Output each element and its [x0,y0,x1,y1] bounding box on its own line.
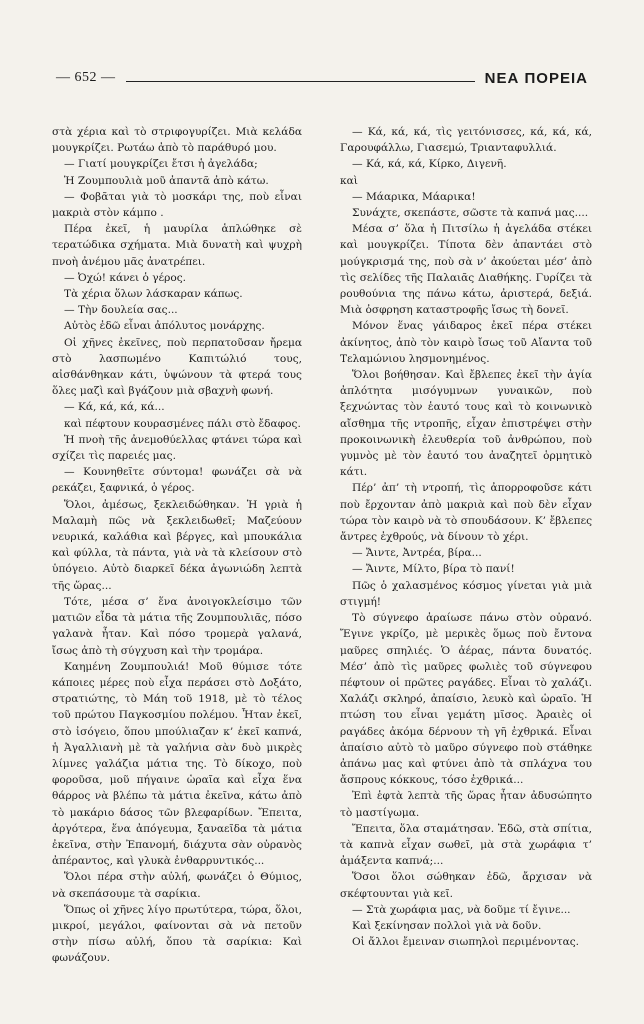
paragraph: — Κά, κά, κά, κά... [64,401,165,414]
paragraph: Ἡ Ζουμπουλιὰ μοῦ ἀπαντᾶ ἀπὸ κάτω. [64,174,269,187]
page-number: — 652 — [56,70,116,85]
paragraph: Τὰ χέρια ὅλων λάσκαραν κάπως. [64,288,243,301]
left-column [52,124,302,967]
paragraph: Ὅλοι πέρα στὴν αὐλή, φωνάζει ὁ Θύμιος, νὰ σκεπάσουμε τὰ σαρίκια. [52,871,302,900]
paragraph: — Κά, κά, κά, Κίρκο, Διγενῆ. [352,158,507,171]
paragraph: καὶ [340,174,358,187]
paragraph: Μέσα σ’ ὅλα ἡ Πιτσίλω ἡ ἀγελάδα στέκει καὶ μουγκρίζει. Τίποτα δὲν ἀπαντάει στὸ μούγκρισμά της, ποὺ σὰ ν’ ἀκούεται μέσ’ ἀπὸ τὶς σελίδες τῆς Παλαιᾶς Διαθήκης. Γυρίζει τὰ ρουθούνια της πάνω κάτω, ἀριστερά, δεξιά. Μιὰ ὀσφρηση καταστροφῆς ἴσως τὴ δονεῖ. [340,223,592,317]
paragraph: — Τὴν δουλεία σας... [64,304,178,317]
paragraph: Οἱ ἄλλοι ἔμειναν σιωπηλοὶ περιμένοντας. [352,936,580,949]
paragraph: στὰ χέρια καὶ τὸ στριφογυρίζει. Μιὰ κελάδα μουγκρίζει. Ρωτάω ἀπὸ τὸ παράθυρό μου. [52,126,302,155]
paragraph: Ἐπὶ ἑφτὰ λεπτὰ τῆς ὥρας ἦταν ἀδυσώπητο τὸ μαστίγωμα. [340,790,592,819]
paragraph: — Κά, κά, κά, τὶς γειτόνισσες, κά, κά, κά, Γαρουφάλλω, Γιασεμώ, Τριανταφυλλιά. [340,126,592,155]
paragraph: — Στὰ χωράφια μας, νὰ δοῦμε τί ἔγινε... [352,903,571,916]
paragraph: Τότε, μέσα σ’ ἕνα ἀνοιγοκλείσιμο τῶν ματιῶν εἶδα τὰ μάτια τῆς Ζουμπουλιᾶς, πόσο γαλανὰ ἦταν. Καὶ πόσο τρομερὰ γαλανά, ἴσως ἀπὸ τὴ σύγχυση καὶ τὴν τρομάρα. [52,595,302,657]
paragraph: Ὅλοι βοήθησαν. Καὶ ἔβλεπες ἐκεῖ τὴν ἁγία ἀπλότητα μισόγυμνων γυναικῶν, ποὺ ξεχνώντας τὸν ἑαυτό τους καὶ τὸ κοινωνικὸ αἴσθημα τῆς ντροπῆς, εἶχαν ἐπιστρέψει στὴν προκοινωνικὴ ἐλευθερία τοῦ ἀνθρώπου, ποὺ γυμνὸς μὲ τὸν ἑαυτό του ἀναζητεῖ ὁρμητικὸ κάτι. [340,369,592,479]
paragraph: — Ἄιντε, Μίλτο, βίρα τὸ πανί! [352,563,515,576]
header-rule [126,81,475,82]
paragraph: Αὐτὸς ἐδῶ εἶναι ἀπόλυτος μονάρχης. [64,320,265,333]
paragraph: Πέρ’ ἀπ’ τὴ ντροπή, τὶς ἀπορροφοῦσε κάτι ποὺ ἔρχονταν ἀπὸ μακριὰ καὶ ποὺ δὲν εἶχαν τώρα τὸν καιρὸ νὰ τὸ σπουδάσουν. Κ’ ἔβλεπες ἄντρες ἐχθρούς, νὰ δίνουν τὸ χέρι. [340,482,592,544]
page-header [56,66,588,90]
paragraph: Ὅπως οἱ χῆνες λίγο πρωτύτερα, τώρα, ὅλοι, μικροί, μεγάλοι, φαίνονται σὰ νὰ πετοῦν στὴν πίσω αὐλή, ὅπου τὰ σαρίκια: Καὶ φωνάζουν. [52,903,302,965]
paragraph: καὶ πέφτουν κουρασμένες πάλι στὸ ἔδαφος. [64,417,301,430]
paragraph: Καὶ ξεκίνησαν πολλοὶ γιὰ νὰ δοῦν. [352,919,542,932]
paragraph: Συνάχτε, σκεπάστε, σῶστε τὰ καπνά μας.... [352,207,589,220]
paragraph: Μόνον ἕνας γάιδαρος ἐκεῖ πέρα στέκει ἀκίνητος, ἀπὸ τὸν καιρὸ ἴσως τοῦ Αἴαντα τοῦ Τελαμώνιου λησμονημένος. [340,320,592,365]
paragraph: Ἡ πνοὴ τῆς ἀνεμοθύελλας φτάνει τώρα καὶ σχίζει τὶς παρειές μας. [52,433,302,463]
paragraph: Ὅσοι ὅλοι σώθηκαν ἐδῶ, ἄρχισαν νὰ σκέφτουνται γιὰ κεῖ. [340,871,592,900]
paragraph: — Ὀχώ! κάνει ὁ γέρος. [64,271,187,284]
paragraph: — Ἄιντε, Ἀντρέα, βίρα... [352,547,482,560]
paragraph: Ἔπειτα, ὅλα σταμάτησαν. Ἐδῶ, στὰ σπίτια, τὰ καπνὰ εἶχαν σωθεῖ, μὰ στὰ χωράφια τ’ ἀμάξεντα καπνά;... [340,822,592,868]
right-column [340,124,592,950]
paragraph: — Κουνηθεῖτε σύντομα! φωνάζει σὰ νὰ ρεκάζει, ξαφνικά, ὁ γέρος. [52,466,302,495]
paragraph: — Γιατί μουγκρίζει ἔτσι ἡ ἀγελάδα; [64,158,258,171]
paragraph: Πέρα ἐκεῖ, ἡ μαυρίλα ἁπλώθηκε σὲ τερατώδικα σχήματα. Μιὰ δυνατὴ καὶ ψυχρὴ πνοὴ ἀνέμου μᾶς ἀνατρέπει. [52,223,302,268]
paragraph: Ὅλοι, ἀμέσως, ξεκλειδώθηκαν. Ἡ γριὰ ἡ Μαλαμὴ πῶς νὰ ξεκλειδωθεῖ; Μαζεύουν νευρικά, καλάθια καὶ βέργες, καὶ μπουκάλια καὶ φύλλα, τὰ πάντα, γιὰ νὰ τὰ κλείσουν στὸ ὑπόγειο. Αὐτὸ διαρκεῖ δέκα ἀγωνιώδη λεπτὰ τῆς ὥρας... [52,498,302,592]
paragraph: Τὸ σύγνεφο ἀραίωσε πάνω στὸν οὐρανό. Ἔγινε γκρίζο, μὲ μερικὲς ὅμως ποὺ ἔντονα μαῦρες σπηλιές. Ὁ ἀέρας, πάντα δυνατός. Μέσ’ ἀπὸ τὶς μαῦρες φωλιὲς τοῦ σύγνεφου πέφτουν οἱ πρῶτες ραγάδες. Εἶναι τὸ χαλάζι. Χαλάζι σκληρό, ἀπαίσιο, λευκὸ καὶ ὡραῖο. Ἡ πτώση του εἶναι γεμάτη μῖσος. Ἀραιὲς οἱ ραγάδες ἀκόμα δέρνουν τὴ γῆ ἐχθρικά. Εἶναι ἀπαίσιο αὐτὸ τὸ μαῦρο σύγνεφο ποὺ στάθηκε ἀπάνω μας καὶ φτύνει ἀπὸ τὰ σπλάχνα του ἄσπρους κόκκους, τόσο ἐχθρικά... [340,612,592,787]
journal-title: ΝΕΑ ΠΟΡΕΙΑ [484,69,588,87]
paragraph: Καημένη Ζουμπουλιά! Μοῦ θύμισε τότε κάποιες μέρες ποὺ εἶχα περάσει στὸ Δοξάτο, στρατιώτης, τὸ Μάη τοῦ 1918, μὲ τὸ τέλος τοῦ πρώτου Παγκοσμίου πολέμου. Ἦταν ἐκεῖ, στὸ ἰσόγειο, ὅπου μπούλιαζαν κ’ ἐκεῖ καπνά, ἡ Ἀγαλλιανὴ μὲ τὰ γαλήνια σὰν δυὸ μικρὲς λίμνες γαλάζια μάτια της. Τὸ δίκοχο, ποὺ φοροῦσα, μοῦ πήγαινε ὡραῖα καὶ εἶχα ἕνα θάρρος νὰ βλέπω τὰ μάτια ἐκεῖνα, κάτω ἀπὸ τὸ μακάριο δάσος τῶν βλεφαρίδων. Ἔπειτα, ἀργότερα, ἕνα ἀπόγευμα, ξαναεῖδα τὰ μάτια ἐκεῖνα, στὴν Ἐπανομή, διάχυτα σὰν οὐρανὸς ἀπέραντος, καὶ γλυκὰ ἐνθαρρυντικός... [52,660,302,868]
paragraph: Πῶς ὁ χαλασμένος κόσμος γίνεται γιὰ μιὰ στιγμή! [340,579,592,608]
paragraph: — Μάαρικα, Μάαρικα! [352,190,476,203]
paragraph: Οἱ χῆνες ἐκεῖνες, ποὺ περπατοῦσαν ἤρεμα στὸ λασπωμένο Καπιτώλιό τους, αἰσθάνθηκαν κάτι, ὑψώνουν τὰ φτερά τους ὅλες μαζὶ καὶ βγάζουν μιὰ σβαχνὴ φωνή. [52,336,302,398]
paragraph: — Φοβᾶται γιὰ τὸ μοσκάρι της, ποὺ εἶναι μακριὰ στὸν κάμπο . [52,190,302,220]
